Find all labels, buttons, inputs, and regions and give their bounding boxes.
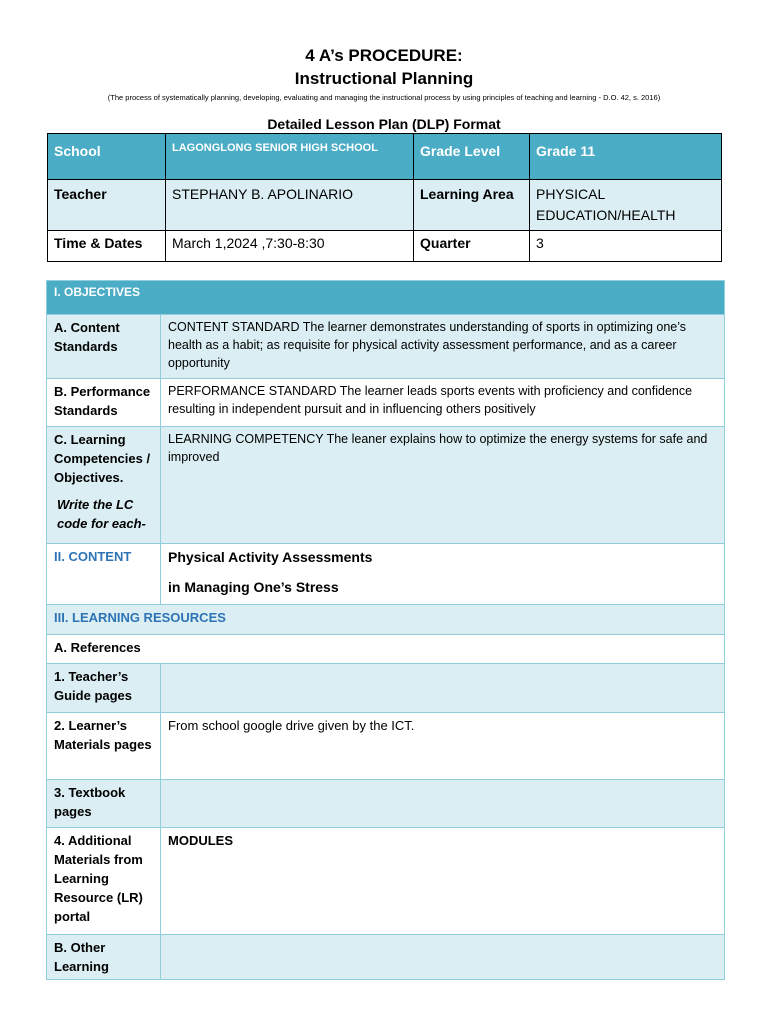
teacher-row [48, 180, 722, 231]
time-dates-value: March 1,2024 ,7:30-8:30 [166, 231, 414, 262]
performance-standards-row [47, 379, 725, 427]
lc-code-note: Write the LC code for each- [57, 497, 146, 531]
content-standards-row [47, 315, 725, 379]
document-title: 4 A’s PROCEDURE: [305, 46, 463, 65]
learning-area-value [530, 180, 722, 231]
content-standards-text: CONTENT STANDARD The learner demonstrates understanding of sports in optimizing one’s health as a habit; as requisite for physical activity assessment performance, and as a career opportunity [161, 315, 725, 379]
other-learning-row [47, 935, 725, 980]
teachers-guide-value [161, 664, 725, 713]
school-row [48, 134, 722, 180]
additional-materials-row [47, 828, 725, 935]
content-standards-label: A. Content Standards [47, 315, 161, 379]
quarter-value: 3 [530, 231, 722, 262]
learning-area-value-line2: EDUCATION/HEALTH [536, 207, 676, 223]
learning-resources-row [47, 605, 725, 635]
additional-materials-value: MODULES [161, 828, 725, 935]
learning-competencies-text: LEARNING COMPETENCY The leaner explains how to optimize the energy systems for safe and improved [161, 427, 725, 544]
quarter-label: Quarter [414, 231, 530, 262]
content-heading: II. CONTENT [47, 544, 161, 605]
learners-materials-label: 2. Learner’s Materials pages [47, 713, 161, 780]
additional-materials-label: 4. Additional Materials from Learning Resource (LR) portal [47, 828, 161, 935]
learning-competencies-label: C. Learning Competencies / Objectives. [54, 432, 151, 485]
teacher-label: Teacher [48, 180, 166, 231]
document-note: (The process of systematically planning, developing, evaluating and managing the instructional process by using principles of teaching and learning - D.O. 42, s. 2016) [107, 93, 661, 102]
grade-level-value: Grade 11 [530, 134, 722, 180]
grade-level-label: Grade Level [414, 134, 530, 180]
performance-standards-text: PERFORMANCE STANDARD The learner leads sports events with proficiency and confidence resulting in independent pursuit and in influencing others positively [161, 379, 725, 427]
other-learning-value [161, 935, 725, 980]
learning-competencies-cell [47, 427, 161, 544]
school-value: LAGONGLONG SENIOR HIGH SCHOOL [166, 134, 414, 180]
learning-competencies-row [47, 427, 725, 544]
content-text [161, 544, 725, 605]
performance-standards-label: B. Performance Standards [47, 379, 161, 427]
dlp-format-title: Detailed Lesson Plan (DLP) Format [267, 116, 501, 132]
learning-area-label: Learning Area [414, 180, 530, 231]
textbook-label: 3. Textbook pages [47, 780, 161, 828]
teachers-guide-label: 1. Teacher’s Guide pages [47, 664, 161, 713]
lesson-plan-table [46, 280, 725, 980]
school-label: School [48, 134, 166, 180]
content-row [47, 544, 725, 605]
document-subtitle: Instructional Planning [294, 69, 474, 88]
textbook-value [161, 780, 725, 828]
textbook-row [47, 780, 725, 828]
teachers-guide-row [47, 664, 725, 713]
references-label: A. References [47, 635, 725, 664]
references-row [47, 635, 725, 664]
time-dates-label: Time & Dates [48, 231, 166, 262]
other-learning-label: B. Other Learning [47, 935, 161, 980]
objectives-heading-row [47, 281, 725, 315]
content-line1: Physical Activity Assessments [168, 549, 373, 565]
time-row [48, 231, 722, 262]
objectives-heading: I. OBJECTIVES [47, 281, 725, 315]
learning-resources-heading: III. LEARNING RESOURCES [47, 605, 725, 635]
learning-area-value-line1: PHYSICAL [536, 186, 606, 202]
learners-materials-row [47, 713, 725, 780]
teacher-value: STEPHANY B. APOLINARIO [166, 180, 414, 231]
lesson-info-table [47, 133, 722, 262]
content-line2: in Managing One’s Stress [168, 579, 339, 595]
learners-materials-value: From school google drive given by the ICT. [161, 713, 725, 780]
